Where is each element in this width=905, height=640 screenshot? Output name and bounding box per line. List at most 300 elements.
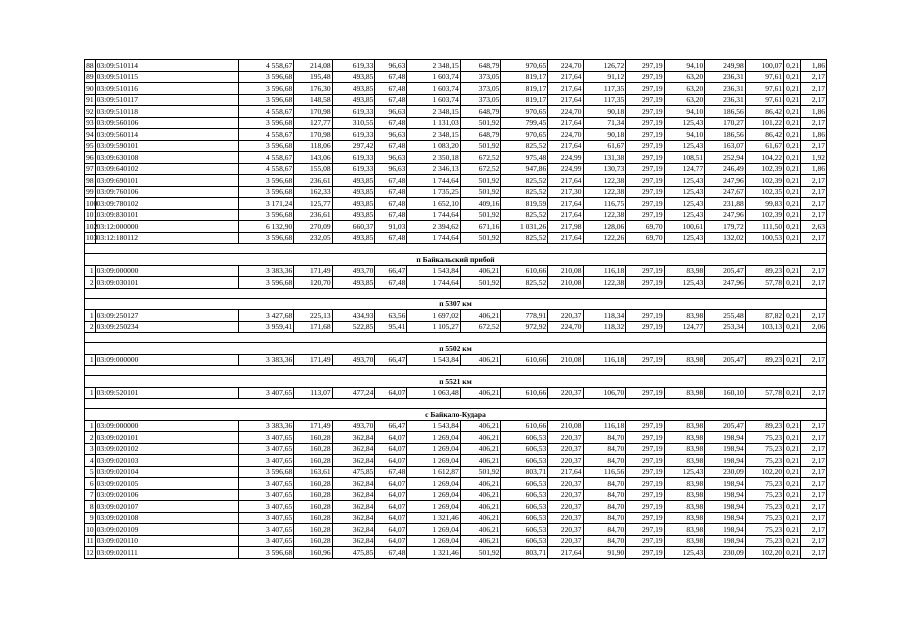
value-cell: 64,07 xyxy=(375,524,407,536)
value-cell: 3 407,65 xyxy=(238,432,294,444)
value-cell: 84,70 xyxy=(583,443,626,455)
value-cell: 4 558,67 xyxy=(238,129,294,141)
value-cell: 297,19 xyxy=(626,478,664,490)
value-cell: 160,10 xyxy=(705,387,746,399)
value-cell: 3 407,65 xyxy=(238,512,294,524)
value-cell: 2 348,15 xyxy=(407,129,460,141)
value-cell: 0,21 xyxy=(784,443,801,455)
row-number: 1 xyxy=(85,420,96,432)
value-cell: 803,71 xyxy=(501,466,548,478)
value-cell: 94,10 xyxy=(664,106,705,118)
value-cell: 96,63 xyxy=(375,60,407,72)
table-row xyxy=(85,501,827,513)
value-cell: 232,05 xyxy=(294,232,332,244)
value-cell: 120,70 xyxy=(294,277,332,289)
cadastral-code: 03:09:510115 xyxy=(95,71,238,83)
cadastral-code: 03:09:830101 xyxy=(95,209,238,221)
value-cell: 819,17 xyxy=(501,83,548,95)
value-cell: 63,20 xyxy=(664,94,705,106)
value-cell: 220,37 xyxy=(548,310,583,322)
value-cell: 160,96 xyxy=(294,547,332,559)
value-cell: 217,64 xyxy=(548,209,583,221)
value-cell: 108,51 xyxy=(664,152,705,164)
value-cell: 102,39 xyxy=(745,175,783,187)
value-cell: 118,06 xyxy=(294,140,332,152)
value-cell: 1 603,74 xyxy=(407,71,460,83)
cadastral-code: 03:09:020109 xyxy=(95,524,238,536)
value-cell: 116,56 xyxy=(583,466,626,478)
value-cell: 406,21 xyxy=(460,535,501,547)
value-cell: 67,48 xyxy=(375,175,407,187)
table-row xyxy=(85,221,827,233)
value-cell: 2,17 xyxy=(801,524,827,536)
table-row xyxy=(85,117,827,129)
value-cell: 778,91 xyxy=(501,310,548,322)
value-cell: 297,19 xyxy=(626,163,664,175)
value-cell: 83,98 xyxy=(664,432,705,444)
value-cell: 143,06 xyxy=(294,152,332,164)
value-cell: 61,67 xyxy=(583,140,626,152)
value-cell: 186,56 xyxy=(705,129,746,141)
value-cell: 660,37 xyxy=(332,221,375,233)
value-cell: 4 558,67 xyxy=(238,152,294,164)
value-cell: 171,68 xyxy=(294,321,332,333)
value-cell: 297,19 xyxy=(626,117,664,129)
value-cell: 97,61 xyxy=(745,83,783,95)
value-cell: 606,53 xyxy=(501,501,548,513)
value-cell: 501,92 xyxy=(460,209,501,221)
value-cell: 493,85 xyxy=(332,94,375,106)
value-cell: 0,21 xyxy=(784,163,801,175)
value-cell: 406,21 xyxy=(460,512,501,524)
value-cell: 2,17 xyxy=(801,547,827,559)
row-number: 103 xyxy=(86,233,98,243)
cadastral-code: 03:09:000000 xyxy=(95,420,238,432)
value-cell: 125,77 xyxy=(294,198,332,210)
value-cell: 91,90 xyxy=(583,547,626,559)
value-cell: 297,19 xyxy=(626,71,664,83)
row-number: 97 xyxy=(86,164,94,174)
value-cell: 3 407,65 xyxy=(238,501,294,513)
value-cell: 160,28 xyxy=(294,489,332,501)
spacer-row xyxy=(85,244,827,254)
value-cell: 0,21 xyxy=(784,432,801,444)
value-cell: 69,70 xyxy=(626,232,664,244)
value-cell: 3 596,68 xyxy=(238,175,294,187)
value-cell: 100,07 xyxy=(745,60,783,72)
value-cell: 297,19 xyxy=(626,547,664,559)
value-cell: 217,64 xyxy=(548,83,583,95)
value-cell: 2,17 xyxy=(801,501,827,513)
value-cell: 94,10 xyxy=(664,60,705,72)
value-cell: 217,98 xyxy=(548,221,583,233)
row-number: 2 xyxy=(85,321,96,333)
value-cell: 362,84 xyxy=(332,535,375,547)
value-cell: 236,61 xyxy=(294,175,332,187)
value-cell: 406,21 xyxy=(460,489,501,501)
cadastral-code: 03:09:780102 xyxy=(95,198,238,210)
value-cell: 2,17 xyxy=(801,478,827,490)
value-cell: 249,98 xyxy=(705,60,746,72)
value-cell: 220,37 xyxy=(548,443,583,455)
value-cell: 63,20 xyxy=(664,83,705,95)
section-heading-row xyxy=(85,343,827,355)
section-title: п Байкальский прибой xyxy=(85,254,827,266)
value-cell: 1,86 xyxy=(801,60,827,72)
value-cell: 253,34 xyxy=(705,321,746,333)
spacer-cell xyxy=(85,366,827,376)
value-cell: 116,18 xyxy=(583,265,626,277)
value-cell: 0,21 xyxy=(784,387,801,399)
row-number: 91 xyxy=(86,95,94,105)
value-cell: 75,23 xyxy=(745,535,783,547)
table-row xyxy=(85,535,827,547)
value-cell: 61,67 xyxy=(745,140,783,152)
table-row xyxy=(85,489,827,501)
value-cell: 0,21 xyxy=(784,106,801,118)
value-cell: 1,86 xyxy=(801,106,827,118)
value-cell: 84,70 xyxy=(583,478,626,490)
value-cell: 406,21 xyxy=(460,524,501,536)
value-cell: 0,21 xyxy=(784,71,801,83)
table-row xyxy=(85,94,827,106)
value-cell: 2,06 xyxy=(801,321,827,333)
value-cell: 819,17 xyxy=(501,71,548,83)
value-cell: 4 558,67 xyxy=(238,60,294,72)
value-cell: 220,37 xyxy=(548,387,583,399)
row-number: 11 xyxy=(86,536,94,546)
row-number: 93 xyxy=(86,118,94,128)
value-cell: 0,21 xyxy=(784,265,801,277)
section-title: с Байкало-Кудара xyxy=(85,409,827,421)
value-cell: 1 603,74 xyxy=(407,83,460,95)
value-cell: 163,07 xyxy=(705,140,746,152)
value-cell: 122,38 xyxy=(583,175,626,187)
cadastral-code: 03:09:020107 xyxy=(95,501,238,513)
value-cell: 0,21 xyxy=(784,535,801,547)
value-cell: 97,61 xyxy=(745,94,783,106)
spacer-row xyxy=(85,366,827,376)
section-heading-row xyxy=(85,254,827,266)
value-cell: 99,83 xyxy=(745,198,783,210)
value-cell: 87,82 xyxy=(745,310,783,322)
value-cell: 205,47 xyxy=(705,265,746,277)
value-cell: 1 269,04 xyxy=(407,478,460,490)
value-cell: 69,70 xyxy=(626,221,664,233)
value-cell: 2,17 xyxy=(801,232,827,244)
value-cell: 160,28 xyxy=(294,432,332,444)
table-row xyxy=(85,129,827,141)
value-cell: 57,78 xyxy=(745,277,783,289)
value-cell: 648,79 xyxy=(460,106,501,118)
table-row xyxy=(85,547,827,559)
value-cell: 162,33 xyxy=(294,186,332,198)
value-cell: 362,84 xyxy=(332,501,375,513)
value-cell: 434,93 xyxy=(332,310,375,322)
value-cell: 0,21 xyxy=(784,512,801,524)
value-cell: 102,20 xyxy=(745,466,783,478)
value-cell: 102,35 xyxy=(745,186,783,198)
value-cell: 2,17 xyxy=(801,117,827,129)
value-cell: 970,65 xyxy=(501,60,548,72)
value-cell: 210,08 xyxy=(548,277,583,289)
value-cell: 101,22 xyxy=(745,117,783,129)
value-cell: 297,19 xyxy=(626,83,664,95)
value-cell: 118,32 xyxy=(583,321,626,333)
cadastral-code: 03:09:250127 xyxy=(95,310,238,322)
value-cell: 66,47 xyxy=(375,265,407,277)
value-cell: 210,08 xyxy=(548,265,583,277)
value-cell: 2,17 xyxy=(801,71,827,83)
value-cell: 1 269,04 xyxy=(407,501,460,513)
value-cell: 67,48 xyxy=(375,83,407,95)
value-cell: 3 383,36 xyxy=(238,265,294,277)
value-cell: 125,43 xyxy=(664,547,705,559)
value-cell: 3 596,68 xyxy=(238,466,294,478)
row-number: 7 xyxy=(85,489,96,501)
table-row xyxy=(85,321,827,333)
value-cell: 1 543,84 xyxy=(407,354,460,366)
value-cell: 220,37 xyxy=(548,524,583,536)
value-cell: 84,70 xyxy=(583,512,626,524)
value-cell: 1 269,04 xyxy=(407,455,460,467)
value-cell: 2,17 xyxy=(801,455,827,467)
value-cell: 96,63 xyxy=(375,152,407,164)
value-cell: 67,48 xyxy=(375,232,407,244)
value-cell: 217,64 xyxy=(548,175,583,187)
value-cell: 67,48 xyxy=(375,466,407,478)
value-cell: 64,07 xyxy=(375,478,407,490)
cadastral-code: 03:09:000000 xyxy=(95,354,238,366)
value-cell: 0,21 xyxy=(784,547,801,559)
value-cell: 619,33 xyxy=(332,106,375,118)
value-cell: 2 346,13 xyxy=(407,163,460,175)
cadastral-code: 03:09:520101 xyxy=(95,387,238,399)
value-cell: 64,07 xyxy=(375,387,407,399)
value-cell: 3 596,68 xyxy=(238,117,294,129)
value-cell: 86,42 xyxy=(745,129,783,141)
value-cell: 297,19 xyxy=(626,209,664,221)
cadastral-code: 03:09:510116 xyxy=(95,83,238,95)
value-cell: 819,59 xyxy=(501,198,548,210)
value-cell: 3 407,65 xyxy=(238,478,294,490)
table-row xyxy=(85,524,827,536)
row-number: 100 xyxy=(86,198,98,208)
value-cell: 297,19 xyxy=(626,60,664,72)
value-cell: 102,39 xyxy=(745,209,783,221)
cadastral-code: 03:09:760106 xyxy=(95,186,238,198)
value-cell: 236,31 xyxy=(705,71,746,83)
value-cell: 406,21 xyxy=(460,478,501,490)
value-cell: 671,16 xyxy=(460,221,501,233)
value-cell: 947,86 xyxy=(501,163,548,175)
value-cell: 3 407,65 xyxy=(238,524,294,536)
value-cell: 100,53 xyxy=(745,232,783,244)
spacer-row xyxy=(85,288,827,298)
value-cell: 2,17 xyxy=(801,186,827,198)
row-number: 10 xyxy=(86,524,94,534)
value-cell: 160,28 xyxy=(294,512,332,524)
value-cell: 362,84 xyxy=(332,432,375,444)
value-cell: 3 383,36 xyxy=(238,420,294,432)
value-cell: 0,21 xyxy=(784,420,801,432)
value-cell: 819,17 xyxy=(501,94,548,106)
value-cell: 1 744,64 xyxy=(407,277,460,289)
value-cell: 825,52 xyxy=(501,140,548,152)
table-row xyxy=(85,209,827,221)
value-cell: 122,38 xyxy=(583,209,626,221)
value-cell: 118,34 xyxy=(583,310,626,322)
value-cell: 84,70 xyxy=(583,489,626,501)
value-cell: 117,35 xyxy=(583,83,626,95)
value-cell: 89,23 xyxy=(745,420,783,432)
value-cell: 297,19 xyxy=(626,420,664,432)
value-cell: 160,28 xyxy=(294,501,332,513)
row-number: 1 xyxy=(85,387,96,399)
value-cell: 606,53 xyxy=(501,524,548,536)
value-cell: 75,23 xyxy=(745,455,783,467)
cadastral-code: 03:09:510117 xyxy=(95,94,238,106)
value-cell: 83,98 xyxy=(664,535,705,547)
table-row xyxy=(85,478,827,490)
value-cell: 606,53 xyxy=(501,443,548,455)
value-cell: 373,05 xyxy=(460,83,501,95)
value-cell: 198,94 xyxy=(705,443,746,455)
value-cell: 64,07 xyxy=(375,512,407,524)
value-cell: 67,48 xyxy=(375,71,407,83)
row-number: 101 xyxy=(86,210,98,220)
value-cell: 2,17 xyxy=(801,265,827,277)
value-cell: 84,70 xyxy=(583,455,626,467)
value-cell: 0,21 xyxy=(784,209,801,221)
value-cell: 220,37 xyxy=(548,489,583,501)
cadastral-code: 03:09:630108 xyxy=(95,152,238,164)
value-cell: 406,21 xyxy=(460,455,501,467)
value-cell: 0,21 xyxy=(784,186,801,198)
cadastral-code: 03:09:560106 xyxy=(95,117,238,129)
value-cell: 475,85 xyxy=(332,547,375,559)
cadastral-code: 03:09:510118 xyxy=(95,106,238,118)
table-body xyxy=(85,60,827,559)
cadastral-code: 03:09:560114 xyxy=(95,129,238,141)
value-cell: 1 083,20 xyxy=(407,140,460,152)
value-cell: 160,28 xyxy=(294,443,332,455)
table-row xyxy=(85,354,827,366)
value-cell: 493,85 xyxy=(332,232,375,244)
table-row xyxy=(85,277,827,289)
cadastral-code: 03:09:020111 xyxy=(95,547,238,559)
value-cell: 2,17 xyxy=(801,277,827,289)
value-cell: 83,98 xyxy=(664,354,705,366)
value-cell: 224,70 xyxy=(548,60,583,72)
value-cell: 217,64 xyxy=(548,198,583,210)
value-cell: 0,21 xyxy=(784,60,801,72)
value-cell: 84,70 xyxy=(583,501,626,513)
value-cell: 1 269,04 xyxy=(407,524,460,536)
value-cell: 220,37 xyxy=(548,455,583,467)
value-cell: 66,47 xyxy=(375,354,407,366)
value-cell: 71,34 xyxy=(583,117,626,129)
value-cell: 3 596,68 xyxy=(238,186,294,198)
value-cell: 75,23 xyxy=(745,443,783,455)
value-cell: 297,19 xyxy=(626,489,664,501)
value-cell: 406,21 xyxy=(460,501,501,513)
value-cell: 3 596,68 xyxy=(238,83,294,95)
value-cell: 3 596,68 xyxy=(238,209,294,221)
value-cell: 171,49 xyxy=(294,265,332,277)
value-cell: 247,96 xyxy=(705,175,746,187)
value-cell: 310,55 xyxy=(332,117,375,129)
value-cell: 83,98 xyxy=(664,265,705,277)
value-cell: 75,23 xyxy=(745,432,783,444)
row-number: 98 xyxy=(86,175,94,185)
row-number: 92 xyxy=(86,106,94,116)
cadastral-code: 03:09:030101 xyxy=(95,277,238,289)
table-row xyxy=(85,140,827,152)
value-cell: 67,48 xyxy=(375,94,407,106)
value-cell: 0,21 xyxy=(784,129,801,141)
value-cell: 0,21 xyxy=(784,524,801,536)
value-cell: 179,72 xyxy=(705,221,746,233)
value-cell: 297,19 xyxy=(626,535,664,547)
value-cell: 125,43 xyxy=(664,140,705,152)
row-number: 2 xyxy=(85,277,96,289)
value-cell: 493,85 xyxy=(332,71,375,83)
value-cell: 1 063,48 xyxy=(407,387,460,399)
spacer-row xyxy=(85,333,827,343)
value-cell: 0,21 xyxy=(784,489,801,501)
value-cell: 3 407,65 xyxy=(238,455,294,467)
value-cell: 493,85 xyxy=(332,277,375,289)
value-cell: 125,43 xyxy=(664,175,705,187)
value-cell: 1 131,03 xyxy=(407,117,460,129)
value-cell: 493,85 xyxy=(332,186,375,198)
value-cell: 170,98 xyxy=(294,129,332,141)
value-cell: 501,92 xyxy=(460,140,501,152)
row-number: 1 xyxy=(85,310,96,322)
value-cell: 297,19 xyxy=(626,129,664,141)
value-cell: 501,92 xyxy=(460,186,501,198)
value-cell: 224,99 xyxy=(548,152,583,164)
cadastral-code: 03:09:590101 xyxy=(95,140,238,152)
value-cell: 170,27 xyxy=(705,117,746,129)
value-cell: 127,77 xyxy=(294,117,332,129)
value-cell: 0,21 xyxy=(784,152,801,164)
value-cell: 83,98 xyxy=(664,524,705,536)
value-cell: 225,13 xyxy=(294,310,332,322)
value-cell: 1 105,27 xyxy=(407,321,460,333)
value-cell: 297,42 xyxy=(332,140,375,152)
value-cell: 171,49 xyxy=(294,420,332,432)
table-row xyxy=(85,310,827,322)
value-cell: 67,48 xyxy=(375,186,407,198)
table-row xyxy=(85,198,827,210)
value-cell: 4 558,67 xyxy=(238,106,294,118)
value-cell: 2,17 xyxy=(801,83,827,95)
value-cell: 2 348,15 xyxy=(407,60,460,72)
value-cell: 125,43 xyxy=(664,466,705,478)
value-cell: 63,20 xyxy=(664,71,705,83)
value-cell: 2,17 xyxy=(801,175,827,187)
value-cell: 220,37 xyxy=(548,512,583,524)
value-cell: 6 132,90 xyxy=(238,221,294,233)
value-cell: 406,21 xyxy=(460,387,501,399)
value-cell: 83,98 xyxy=(664,443,705,455)
value-cell: 970,65 xyxy=(501,129,548,141)
value-cell: 0,21 xyxy=(784,277,801,289)
value-cell: 606,53 xyxy=(501,535,548,547)
table-row xyxy=(85,265,827,277)
